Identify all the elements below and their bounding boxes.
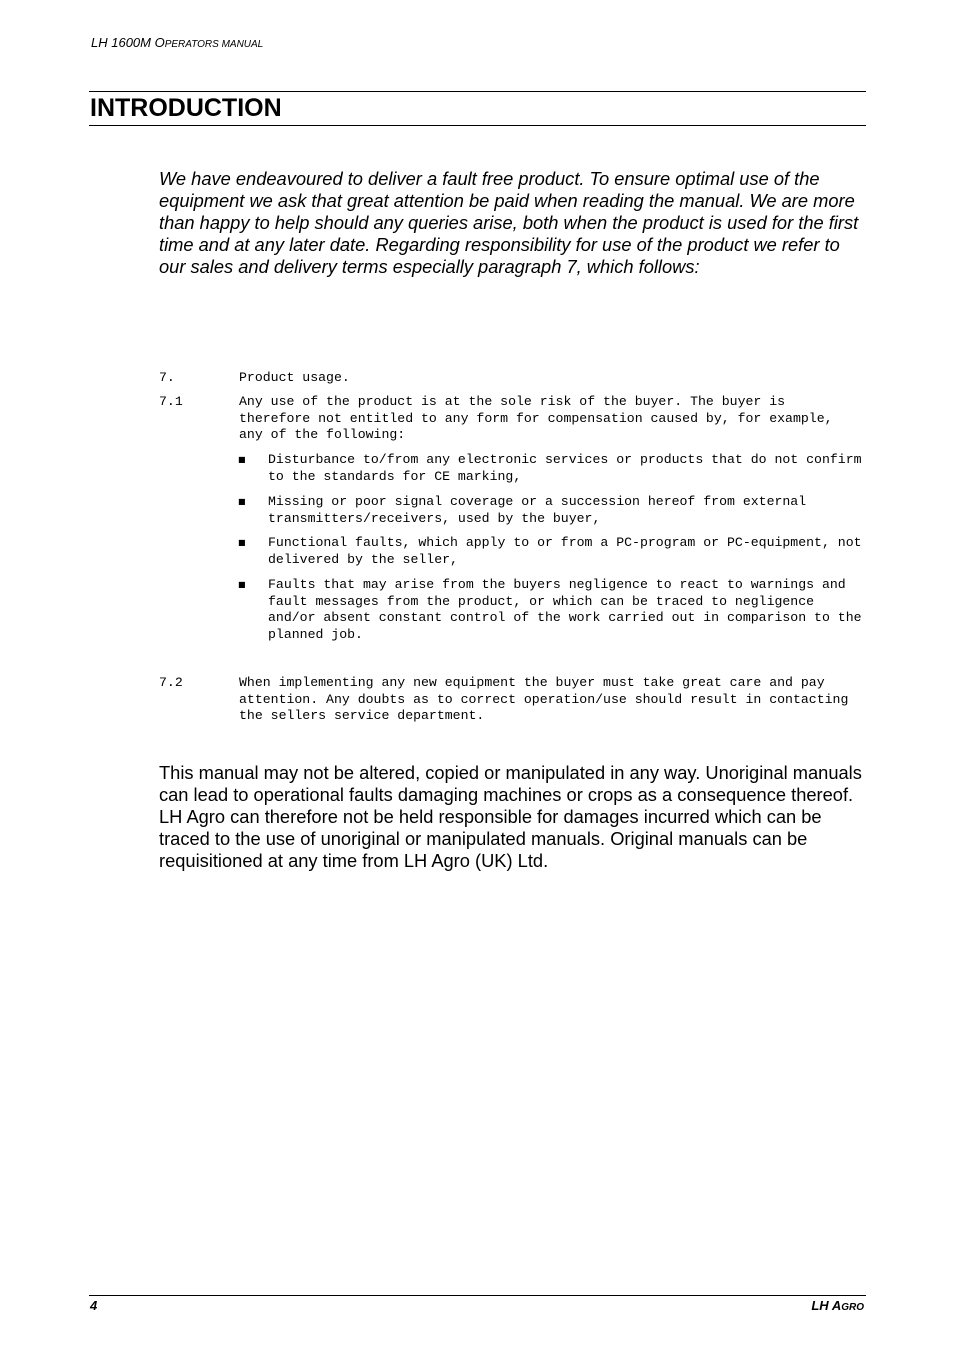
footer-brand [811,1298,864,1313]
title-top-rule [89,91,866,92]
clause-number: 7.1 [159,394,183,409]
page-number: 4 [90,1298,98,1313]
bullet-square-icon: ■ [238,580,246,589]
footer-brand-smallcaps: GRO [841,1302,864,1313]
list-item-text: Functional faults, which apply to or from a PC-program or PC-equipment, not delivered by the seller, [268,535,862,567]
intro-paragraph: We have endeavoured to deliver a fault free product. To ensure optimal use of the equipment we ask that great attention be paid when reading the manual. We are more than happy to help should any queries arise, both when the product is used for the first time and at any later date. Regarding responsibility for use of the product we refer to our sales and delivery terms especially paragraph 7, which follows: [159,168,859,277]
bullet-square-icon: ■ [238,455,246,464]
list-item-text: Faults that may arise from the buyers negligence to react to warnings and fault messages from the product, or which can be traced to negligence and/or absent constant control of the work carried out in comparison to the planned job. [268,577,862,642]
clause-text: Product usage. [239,370,350,385]
clause-text: When implementing any new equipment the buyer must take great care and pay attention. Any doubts as to correct operation/use should result in contacting the sellers service department. [239,675,849,723]
running-header [91,35,263,50]
footer-brand-main: LH A [811,1298,842,1313]
clause-number: 7.2 [159,675,183,690]
clause-number: 7. [159,370,175,385]
running-header-main: LH 1600M O [91,35,165,50]
bullet-square-icon: ■ [238,497,246,506]
clause-text: Any use of the product is at the sole risk of the buyer. The buyer is therefore not entitled to any form for compensation caused by, for example, any of the following: [239,394,833,442]
running-header-smallcaps: PERATORS MANUAL [164,39,264,50]
disclaimer-paragraph: This manual may not be altered, copied or manipulated in any way. Unoriginal manuals can lead to operational faults damaging machines or crops as a consequence thereof. LH Agro can therefore not be held responsible for damages incurred which can be traced to the use of unoriginal or manipulated manuals. Original manuals can be requisitioned at any time from LH Agro (UK) Ltd. [159,762,862,871]
page-title: INTRODUCTION [90,94,282,122]
list-item-text: Disturbance to/from any electronic services or products that do not confirm to the standards for CE marking, [268,452,862,484]
title-bottom-rule [89,125,866,126]
list-item-text: Missing or poor signal coverage or a succession hereof from external transmitters/receivers, used by the buyer, [268,494,807,526]
bullet-square-icon: ■ [238,538,246,547]
footer-rule [89,1295,866,1296]
